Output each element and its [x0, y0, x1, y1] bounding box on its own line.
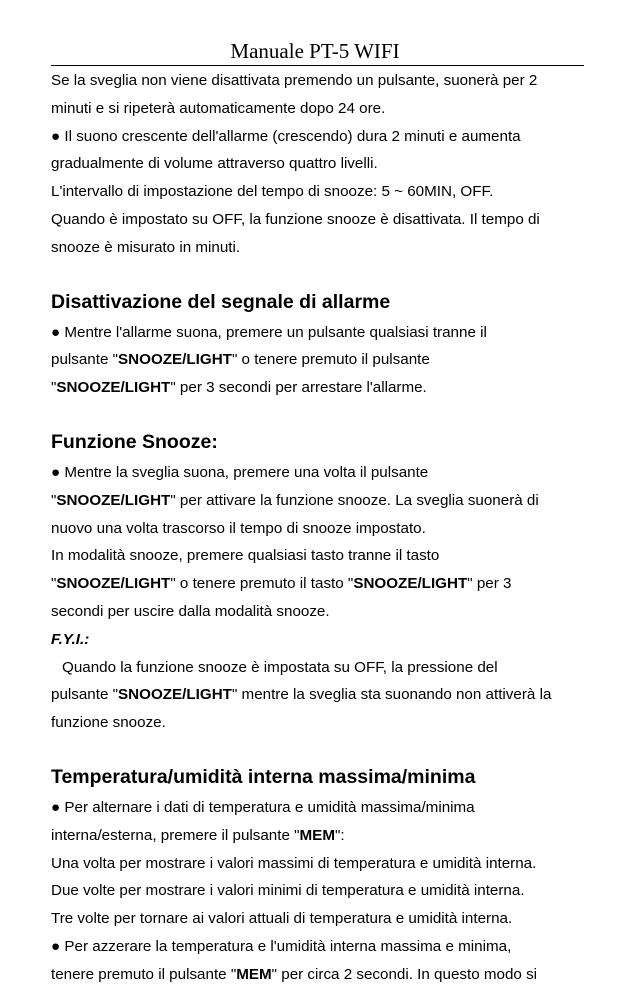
text-line: L'intervallo di impostazione del tempo di snooze: 5 ~ 60MIN, OFF. — [51, 183, 494, 201]
header-rule — [51, 65, 584, 66]
text-line: gradualmente di volume attraverso quattro livelli. — [51, 155, 378, 173]
text-line: secondi per uscire dalla modalità snooze. — [51, 602, 330, 620]
text-line: "SNOOZE/LIGHT" per 3 secondi per arrestare l'allarme. — [51, 379, 427, 397]
button-name: SNOOZE/LIGHT — [118, 351, 232, 369]
text-line: minuti e si ripeterà automaticamente dopo 24 ore. — [51, 99, 386, 117]
text-line: interna/esterna, premere il pulsante "MEM": — [51, 826, 345, 844]
text-line: snooze è misurato in minuti. — [51, 238, 241, 256]
text-line: ● Il suono crescente dell'allarme (crescendo) dura 2 minuti e aumenta — [51, 127, 521, 145]
text-line: ● Mentre la sveglia suona, premere una volta il pulsante — [51, 463, 429, 481]
text-line: Quando la funzione snooze è impostata su OFF, la pressione del — [62, 658, 498, 676]
text-line: Tre volte per tornare ai valori attuali di temperatura e umidità interna. — [51, 910, 513, 928]
text-line: pulsante "SNOOZE/LIGHT" o tenere premuto il pulsante — [51, 351, 430, 369]
button-name: SNOOZE/LIGHT — [353, 575, 468, 593]
text-line: Due volte per mostrare i valori minimi di temperatura e umidità interna. — [51, 882, 525, 900]
button-name: MEM — [299, 826, 335, 844]
section-heading-alarm-off: Disattivazione del segnale di allarme — [51, 290, 391, 313]
text-line: ● Per azzerare la temperatura e l'umidità interna massima e minima, — [51, 937, 512, 955]
text-line: ● Mentre l'allarme suona, premere un pulsante qualsiasi tranne il — [51, 323, 487, 341]
button-name: SNOOZE/LIGHT — [56, 575, 171, 593]
text-line: Una volta per mostrare i valori massimi di temperatura e umidità interna. — [51, 854, 537, 872]
button-name: SNOOZE/LIGHT — [56, 491, 171, 509]
text-line: nuovo una volta trascorso il tempo di snooze impostato. — [51, 519, 426, 537]
text-line: funzione snooze. — [51, 714, 166, 732]
text-line: "SNOOZE/LIGHT" o tenere premuto il tasto "SNOOZE/LIGHT" per 3 — [51, 575, 512, 593]
text-line: "SNOOZE/LIGHT" per attivare la funzione snooze. La sveglia suonerà di — [51, 491, 539, 509]
text-line: Se la sveglia non viene disattivata premendo un pulsante, suonerà per 2 — [51, 72, 538, 89]
button-name: MEM — [236, 965, 272, 983]
button-name: SNOOZE/LIGHT — [56, 379, 171, 397]
text-line: Quando è impostato su OFF, la funzione snooze è disattivata. Il tempo di — [51, 210, 540, 228]
button-name: SNOOZE/LIGHT — [118, 686, 232, 704]
section-heading-snooze: Funzione Snooze: — [51, 430, 218, 453]
text-line: ● Per alternare i dati di temperatura e umidità massima/minima — [51, 798, 475, 816]
page-body — [51, 67, 591, 989]
section-heading-temperature: Temperatura/umidità interna massima/minima — [51, 765, 476, 788]
fyi-label: F.Y.I.: — [51, 630, 90, 648]
text-line: In modalità snooze, premere qualsiasi tasto tranne il tasto — [51, 547, 440, 565]
page-header-title: Manuale PT-5 WIFI — [230, 39, 400, 63]
text-line: pulsante "SNOOZE/LIGHT" mentre la sveglia sta suonando non attiverà la — [51, 686, 552, 704]
text-line: tenere premuto il pulsante "MEM" per circa 2 secondi. In questo modo si — [51, 965, 538, 983]
